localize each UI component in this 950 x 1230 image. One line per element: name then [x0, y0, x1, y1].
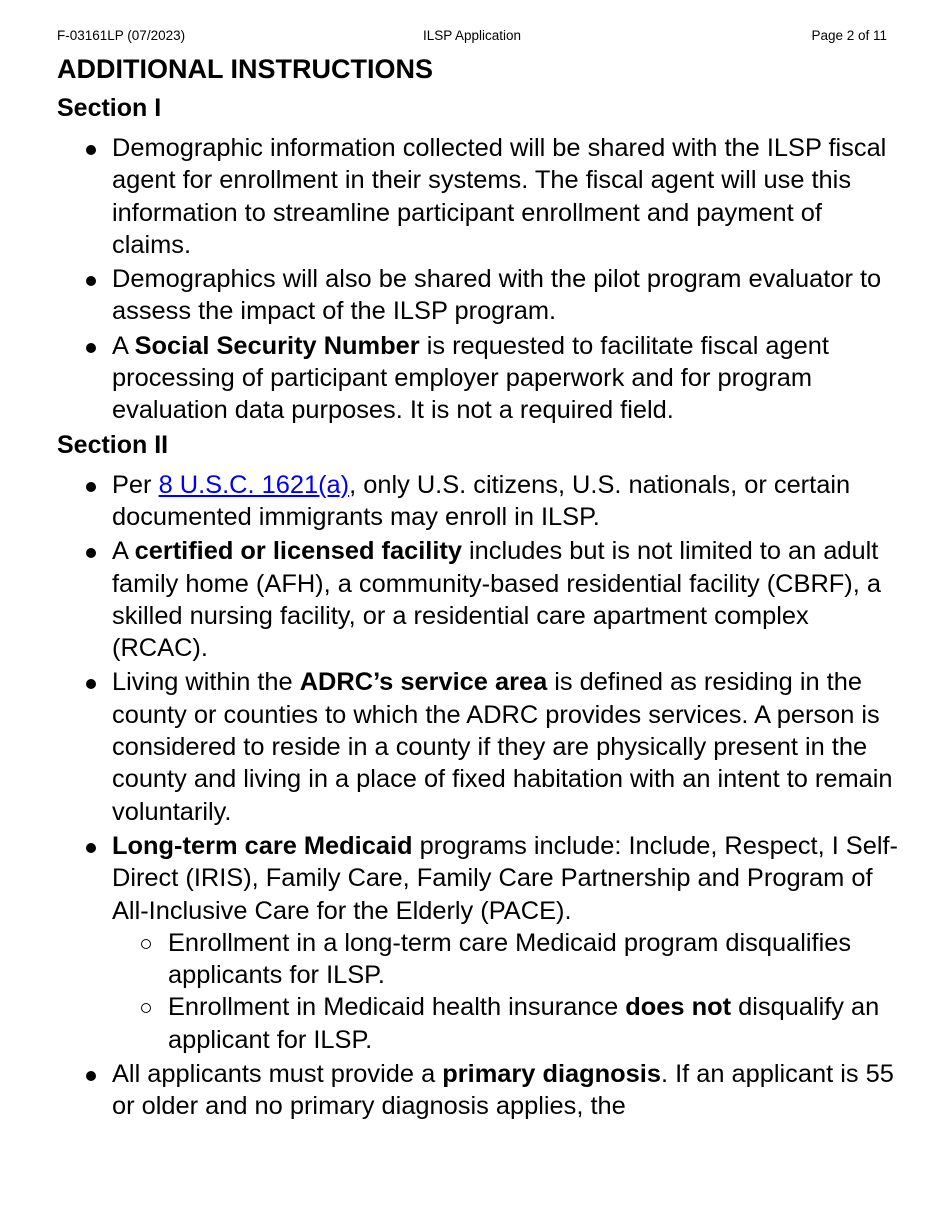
sub-list-item	[112, 927, 902, 992]
page-header	[57, 27, 887, 45]
bullet-icon	[86, 548, 96, 558]
list-item	[57, 535, 902, 664]
list-item-text-pre: A	[112, 537, 135, 566]
list-item-text-post: is defined as residing in the county or counties to which the ADRC provides services. A person is considered to reside in a county if they are physically present in the county and living in a place of fixed habitation with an intent to remain voluntarily.	[112, 668, 893, 826]
sub-list-item-text-pre: Enrollment in Medicaid health insurance	[168, 993, 626, 1022]
sub-list-item-text-post: disqualify an applicant for ILSP.	[168, 993, 880, 1054]
bullet-icon	[86, 843, 96, 853]
instructions-body	[57, 52, 902, 1125]
circle-bullet-icon	[141, 939, 151, 949]
list-item	[57, 469, 902, 534]
list-item-emphasis: primary diagnosis	[442, 1060, 661, 1089]
list-item-emphasis: Long-term care Medicaid	[112, 831, 413, 860]
bullet-icon	[86, 145, 96, 155]
list-item	[57, 132, 902, 261]
sub-list-item	[112, 991, 902, 1056]
list-item	[57, 1058, 902, 1123]
sub-list-item-text: Enrollment in a long-term care Medicaid program disqualifies applicants for ILSP.	[168, 928, 852, 990]
sub-list	[112, 927, 902, 1056]
list-item-text-pre: A	[112, 331, 135, 360]
statute-link[interactable]: 8 U.S.C. 1621(a)	[158, 470, 350, 499]
list-item	[57, 666, 902, 827]
list-item-text: Demographic information collected will be shared with the ILSP fiscal agent for enrollment in their systems. The fiscal agent will use this information to streamline participant enrollment and payment of claims.	[112, 134, 887, 259]
list-item-emphasis: certified or licensed facility	[134, 537, 462, 566]
section-2-list	[57, 469, 902, 1123]
section-1-heading: Section I	[57, 94, 162, 122]
page-number: Page 2 of 11	[811, 28, 887, 43]
bullet-icon	[86, 343, 96, 353]
list-item-emphasis: ADRC’s service area	[299, 668, 548, 697]
list-item-text-post: is requested to facilitate fiscal agent processing of participant employer paperwork and for program evaluation data purposes. It is not a required field.	[112, 331, 829, 425]
list-item-text-post: includes but is not limited to an adult family home (AFH), a community-based residential facility (CBRF), a skilled nursing facility, or a residential care apartment complex (RCAC).	[112, 537, 881, 663]
bullet-icon	[86, 679, 96, 689]
list-item-text-post: . If an applicant is 55 or older and no primary diagnosis applies, the	[112, 1060, 894, 1121]
list-item-text-pre: All applicants must provide a	[112, 1060, 443, 1089]
circle-bullet-icon	[141, 1003, 151, 1013]
list-item-text-post: , only U.S. citizens, U.S. nationals, or certain documented immigrants may enroll in ILSP.	[112, 470, 851, 531]
page-title: ADDITIONAL INSTRUCTIONS	[57, 54, 433, 84]
list-item	[57, 330, 902, 427]
list-item-text: Demographics will also be shared with the pilot program evaluator to assess the impact of the ILSP program.	[112, 265, 882, 326]
list-item	[57, 830, 902, 1056]
header-title: ILSP Application	[422, 28, 522, 43]
list-item-emphasis: Social Security Number	[134, 331, 420, 360]
form-id: F-03161LP (07/2023)	[57, 28, 186, 43]
sub-list-item-emphasis: does not	[625, 993, 732, 1022]
list-item-text-pre: Per	[112, 470, 159, 499]
bullet-icon	[86, 482, 96, 492]
bullet-icon	[86, 276, 96, 286]
list-item-text-pre: Living within the	[112, 668, 300, 697]
section-2-heading: Section II	[57, 430, 169, 459]
section-1-list	[57, 132, 902, 427]
bullet-icon	[86, 1071, 96, 1081]
list-item	[57, 263, 902, 328]
list-item-text-post: programs include: Include, Respect, I Self-Direct (IRIS), Family Care, Family Care Partnership and Program of All-Inclusive Care for the Elderly (PACE).	[112, 831, 899, 925]
